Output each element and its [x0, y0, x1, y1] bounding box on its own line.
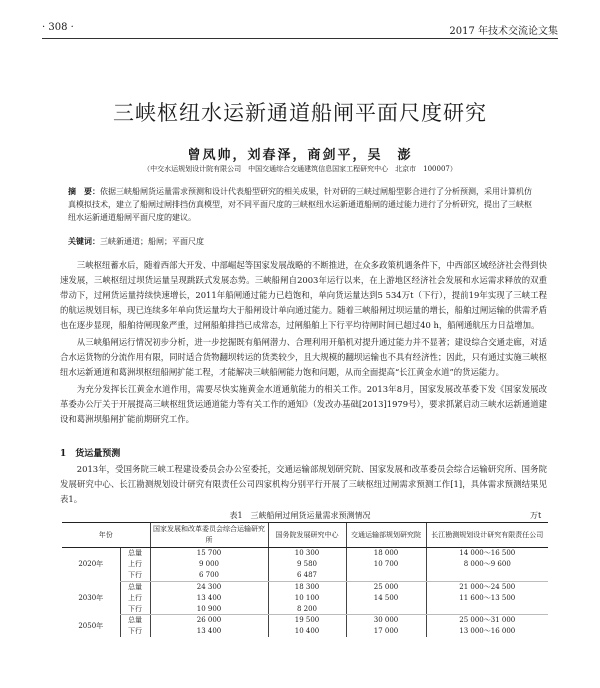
journal-title: 2017 年技术交流论文集 [449, 26, 558, 37]
affiliation: （中交水运规划设计院有限公司 中国交通综合交通建筑信息国家工程研究中心 北京市 100007） [143, 165, 457, 173]
table-year: 2030年 [78, 593, 104, 602]
table-caption: 表1 三峡船闸过闸货运量需求预测情况 [229, 511, 371, 520]
section-paragraph: 2013年，受国务院三峡工程建设委员会办公室委托，交通运输部规划研究院、国家发展和改革委员会综合运输研究所、国务院发展研究中心、长江勘测规划设计研究有限责任公司四家机构分别平行开展了三峡枢纽过闸需求预测工作[1]，具体需求预测结果见表1。 [60, 464, 547, 504]
paragraph: 三峡枢纽蓄水后，随着西部大开发、中部崛起等国家发展战略的不断推进，在众多政策机遇条件下，中西部区域经济社会得到快速发展，三峡枢纽过坝货运量呈现跳跃式发展态势。三峡船闸自2003年运行以来，在上游地区经济社会发展和水运需求释放的双重带动下，过闸货运量持续快速增长，2011年船闸通过能力已趋饱和，单向货运量达到5 534万t（下行），提前19年实现了三峡工程的航运规划目标，现已连续多年单向货运量均大于船闸设计单向通过能力。随着三峡船闸过坝运量的增长，船舶过闸运输的供需矛盾也在逐步显现，船舶待闸现象严重，过闸船舶排挡已成常态，过闸船舶上下行平均待闸时间已超过40 h，船闸通航压力日益增加。 [60, 260, 547, 330]
table-row [62, 593, 548, 604]
table-row [62, 626, 548, 637]
table-cell: 10 900 [150, 604, 268, 615]
table-cell: 6 487 [268, 570, 346, 581]
table-row [62, 548, 548, 559]
table-header-cell: 长江勘测规划设计研究有限责任公司 [426, 523, 548, 548]
paragraph: 为充分发挥长江黄金水道作用，需要尽快实施黄金水道通航能力的相关工作。2013年8月，国家发展改革委下发《国家发展改革委办公厅关于开展提高三峡枢纽货运通道能力等有关工作的通知》（发改办基础[2013]1979号），要求抓紧启动三峡水运新通道建设和葛洲坝船闸扩能前期研究工作。 [60, 384, 547, 424]
table-cell [346, 604, 426, 615]
table-cell: 13 000～16 000 [426, 626, 548, 637]
table-cell: 10 100 [268, 593, 346, 604]
table-row [62, 604, 548, 615]
table-direction: 下行 [120, 570, 150, 581]
table-row [62, 615, 548, 626]
table-cell: 19 500 [268, 615, 346, 626]
page-header [42, 22, 558, 39]
abstract-text: 依据三峡船闸货运量需求预测和设计代表船型研究的相关成果，针对研的三峡过闸船型影合进行了分析预测，采用计算机仿真模拟技术，建立了船闸过闸排挡仿真模型，对不同平面尺度的三峡枢纽水运新通道船闸的通过能力进行了分析研究，提出了三峡枢纽水运新通道船闸平面尺度的建议。 [68, 187, 532, 222]
table-direction: 总量 [120, 581, 150, 592]
abstract-label: 摘 要： [68, 186, 100, 196]
table-unit: 万t [530, 511, 542, 520]
section-heading: 1 货运量预测 [60, 449, 121, 459]
table-cell: 18 300 [268, 581, 346, 592]
keywords [68, 236, 538, 247]
table-cell [426, 604, 548, 615]
authors: 曾凤帅，刘春泽，商剑平，吴 澎 [187, 148, 413, 163]
table-direction: 下行 [120, 626, 150, 637]
table-cell: 13 400 [150, 626, 268, 637]
abstract [68, 185, 538, 224]
table-cell: 10 700 [346, 559, 426, 570]
table-direction: 上行 [120, 593, 150, 604]
table-cell: 10 400 [268, 626, 346, 637]
table-row [62, 570, 548, 581]
table-cell: 25 000 [346, 581, 426, 592]
table-cell: 21 000～24 500 [426, 581, 548, 592]
table-cell: 10 300 [268, 548, 346, 559]
table-direction: 总量 [120, 548, 150, 559]
table-direction: 下行 [120, 604, 150, 615]
table-cell: 24 300 [150, 581, 268, 592]
table-row [62, 559, 548, 570]
table-cell: 9 000 [150, 559, 268, 570]
paragraph: 从三峡船闸运行情况初步分析，进一步挖掘既有船闸潜力、合理利用开船机对提升通过能力并不显著；建设综合交通走廊，对适合水运货物的分流作用有限，同时适合货物翻坝转运的货类较少，且大规模的翻坝运输也不具有经济性；因此，只有通过实施三峡枢纽水运新通道和葛洲坝枢纽船闸扩能工程，才能解决三峡船闸能力饱和问题，从而全面提高“长江黄金水道”的货运能力。 [60, 337, 547, 377]
table-cell: 15 700 [150, 548, 268, 559]
table-cell: 30 000 [346, 615, 426, 626]
table-cell [426, 570, 548, 581]
table-header-cell: 国家发展和改革委员会综合运输研究所 [150, 523, 268, 548]
table-cell: 6 700 [150, 570, 268, 581]
table-header-row [62, 523, 548, 548]
table-cell: 18 000 [346, 548, 426, 559]
table-cell: 11 600～13 500 [426, 593, 548, 604]
keywords-text: 三峡新通道；船闸；平面尺度 [100, 237, 204, 246]
forecast-table [62, 522, 548, 637]
table-header-cell: 交通运输部规划研究院 [346, 523, 426, 548]
table-cell: 26 000 [150, 615, 268, 626]
keywords-label: 关键词： [68, 236, 100, 246]
table-cell: 17 000 [346, 626, 426, 637]
table-cell: 8 000～9 600 [426, 559, 548, 570]
paper-title: 三峡枢纽水运新通道船闸平面尺度研究 [113, 101, 487, 125]
table-cell: 25 000～31 000 [426, 615, 548, 626]
table-cell: 13 400 [150, 593, 268, 604]
table-header-cell: 国务院发展研究中心 [268, 523, 346, 548]
table-year: 2020年 [78, 560, 104, 569]
table-cell: 9 580 [268, 559, 346, 570]
page-number: · 308 · [42, 22, 74, 33]
table-cell: 14 000～16 500 [426, 548, 548, 559]
table-cell: 8 200 [268, 604, 346, 615]
table-direction: 总量 [120, 615, 150, 626]
table-year: 2050年 [78, 621, 104, 630]
table-header-cell: 年份 [62, 523, 150, 548]
table-cell [346, 570, 426, 581]
body-text [60, 258, 547, 429]
table-cell: 14 500 [346, 593, 426, 604]
table-direction: 上行 [120, 559, 150, 570]
table-row [62, 581, 548, 592]
